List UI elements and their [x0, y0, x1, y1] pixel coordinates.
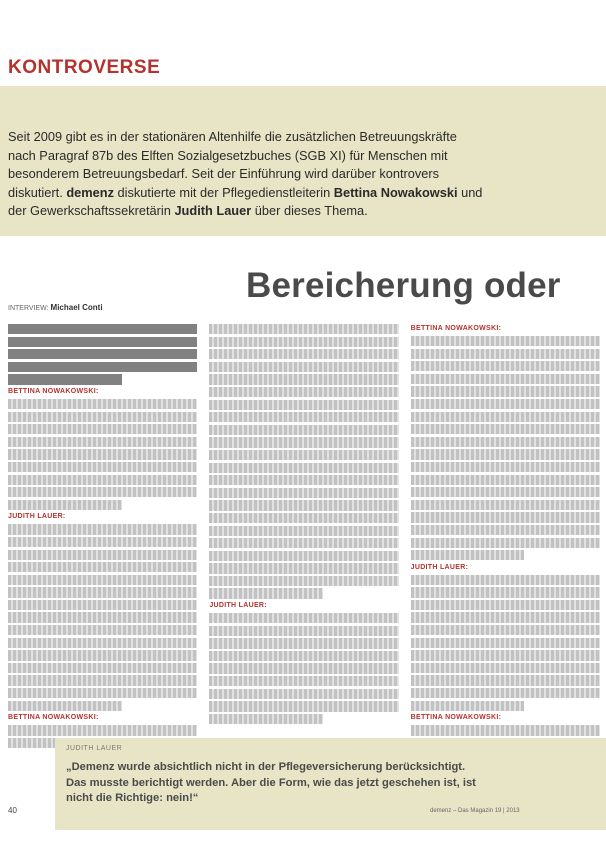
speaker-tag: JUDITH LAUER:	[410, 563, 469, 571]
pull-quote-author: JUDITH LAUER	[66, 745, 123, 752]
byline	[8, 303, 103, 312]
article-headline: Bereicherung oder	[246, 266, 561, 305]
column-1	[8, 324, 197, 722]
intro-name-2: Judith Lauer	[174, 203, 252, 218]
intro-name-1: Bettina Nowakowski	[333, 184, 458, 200]
intro-text-3: und der Gewerkschaftssekretärin	[8, 184, 483, 218]
intro-magazine: demenz	[66, 184, 114, 200]
speaker-tag: JUDITH LAUER:	[209, 602, 267, 610]
intro-text-2: diskutierte mit der Pflegedienstleiterin	[113, 184, 334, 200]
byline-author: Michael Conti	[50, 303, 103, 312]
intro-paragraph	[8, 128, 488, 221]
byline-prefix: INTERVIEW:	[8, 305, 49, 312]
section-rubric: KONTROVERSE	[8, 57, 161, 78]
article-body	[8, 324, 600, 722]
speaker-tag: BETTINA NOWAKOWSKI:	[410, 325, 502, 332]
column-3	[410, 324, 600, 722]
column-2	[209, 324, 398, 716]
intro-text-4: über dieses Thema.	[251, 203, 368, 218]
intro-text-1: Seit 2009 gibt es in der stationären Altenhilfe die zusätzlichen Betreuungskräfte nach Paragraf 87b des Elften Sozialgesetzbuches (SGB XI) für Menschen mit besonderem Betreuungsbedarf. Seit der Einführung wird darüber kontrovers diskutiert.	[8, 129, 457, 200]
pull-quote-text: „Demenz wurde absichtlich nicht in der Pflegeversicherung berücksichtigt. Das musste berichtigt werden. Aber die Form, wie das jetzt geschehen ist, ist nicht die Richtige: nein!“	[66, 761, 476, 804]
page-number: 40	[8, 806, 17, 815]
speaker-tag: BETTINA NOWAKOWSKI:	[410, 714, 502, 722]
speaker-tag: BETTINA NOWAKOWSKI:	[8, 387, 99, 395]
speaker-tag: BETTINA NOWAKOWSKI:	[8, 714, 99, 722]
page-footer: demenz – Das Magazin 19 | 2013	[430, 808, 520, 814]
speaker-tag: JUDITH LAUER:	[8, 513, 66, 521]
